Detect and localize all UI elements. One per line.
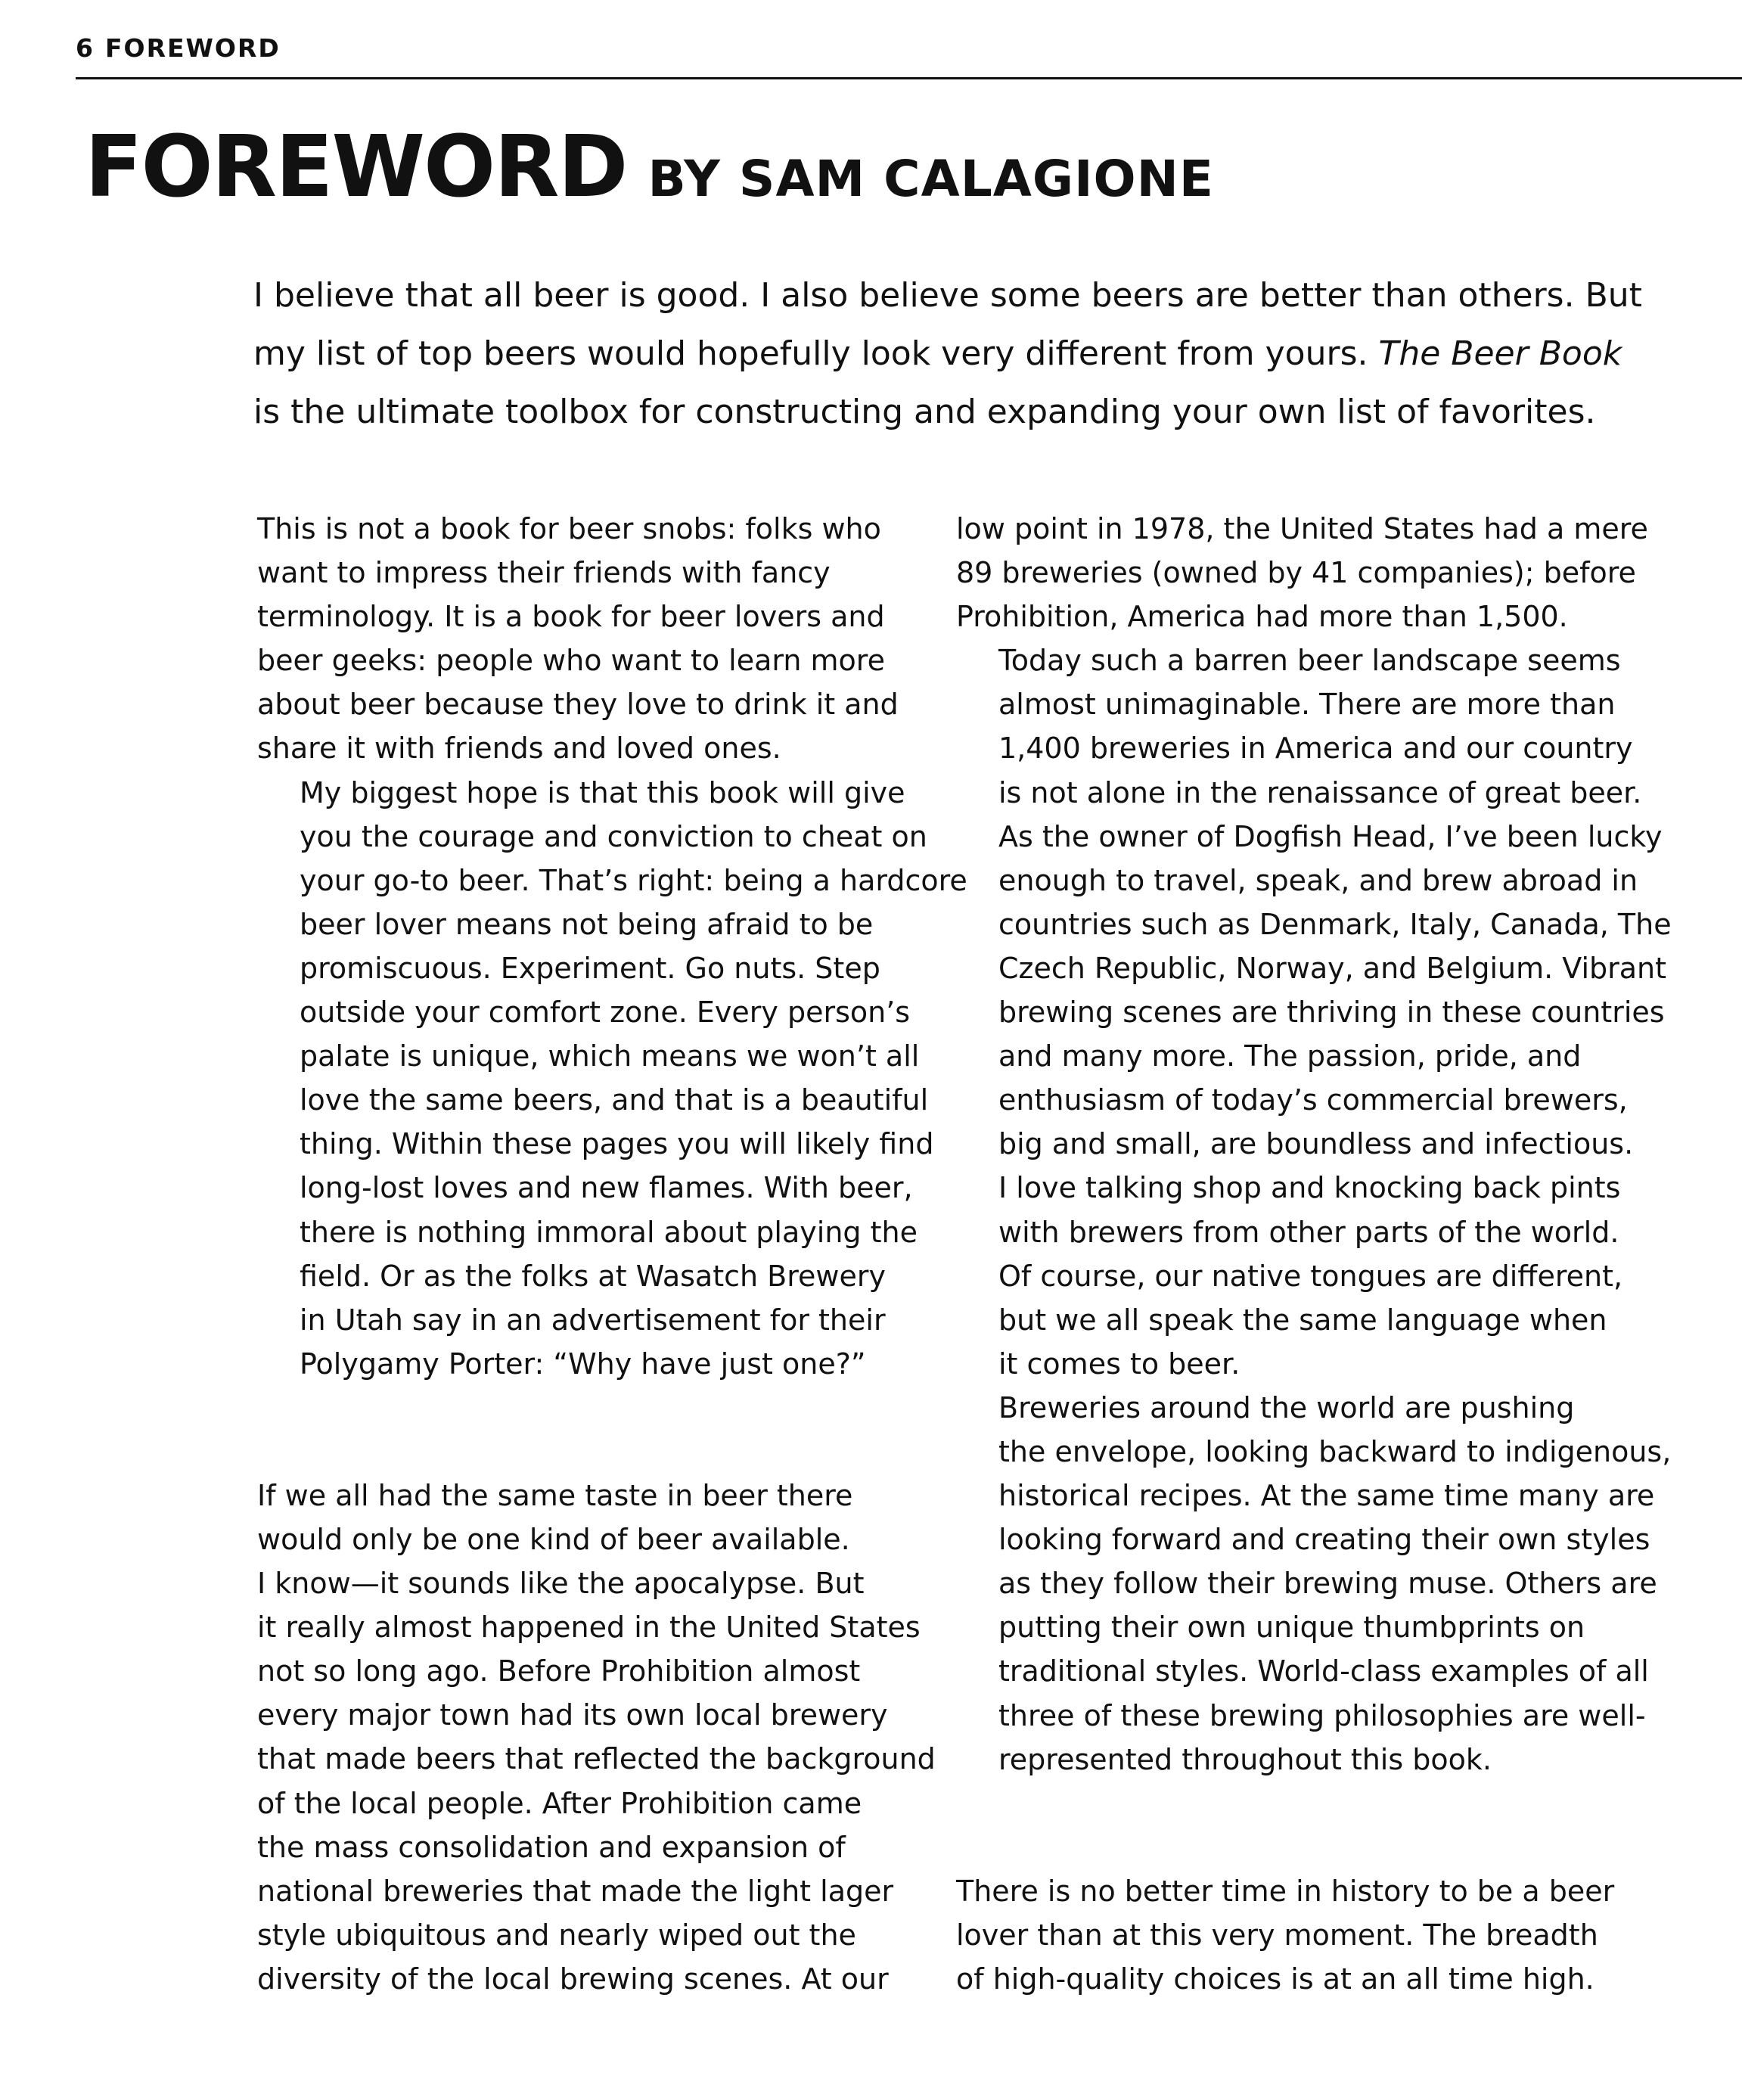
text-line: style ubiquitous and nearly wiped out the [257,1918,856,1952]
text-line: Polygamy Porter: “Why have just one?” [300,1347,866,1381]
paragraph [956,507,1648,638]
text-line: share it with friends and loved ones. [257,732,781,766]
text-line: in Utah say in an advertisement for their [300,1303,886,1337]
text-line: beer geeks: people who want to learn more [257,644,885,678]
text-line: traditional styles. World-class examples of all [998,1654,1649,1688]
text-line: As the owner of Dogfish Head, I’ve been lucky [998,819,1663,853]
text-line: field. Or as the folks at Wasatch Brewery [300,1259,886,1293]
intro-line: I believe that all beer is good. I also believe some beers are better than others. But [253,276,1642,315]
text-line: but we all speak the same language when [998,1303,1607,1337]
text-line: enthusiasm of today’s commercial brewers, [998,1083,1628,1117]
running-head-label: FOREWORD [104,33,281,63]
text-line: national breweries that made the light lager [257,1874,894,1908]
text-line: This is not a book for beer snobs: folks who [257,512,881,545]
intro-paragraph [253,266,1642,441]
text-line: I know—it sounds like the apocalypse. But [257,1567,865,1601]
text-line: want to impress their friends with fancy [257,556,831,590]
text-line: putting their own unique thumbprints on [998,1611,1585,1645]
text-line: Today such a barren beer landscape seems [998,644,1621,678]
paragraph [257,1474,936,2001]
text-line: Breweries around the world are pushing [998,1390,1575,1424]
title-byline: BY SAM CALAGIONE [647,150,1214,208]
paragraph [257,771,967,1386]
text-line: Prohibition, America had more than 1,500. [956,600,1568,634]
text-line: of high-quality choices is at an all time high. [956,1962,1595,1996]
text-line: the mass consolidation and expansion of [257,1830,846,1864]
text-line: beer lover means not being afraid to be [300,907,874,941]
text-line: love the same beers, and that is a beautiful [300,1083,929,1117]
intro-line: is the ultimate toolbox for constructing and expanding your own list of favorites. [253,393,1596,431]
text-line: If we all had the same taste in beer there [257,1478,853,1512]
text-line: not so long ago. Before Prohibition almost [257,1654,861,1688]
text-line: outside your comfort zone. Every person’s [300,996,911,1030]
text-line: historical recipes. At the same time many are [998,1479,1655,1513]
text-line: long-lost loves and new flames. With beer, [300,1171,913,1205]
paragraph [956,1386,1672,1782]
text-line: looking forward and creating their own styles [998,1523,1650,1557]
text-line: of the local people. After Prohibition came [257,1786,862,1820]
text-line: that made beers that reflected the background [257,1742,936,1776]
left-column [257,507,967,2001]
paragraph [956,638,1672,1386]
text-line: would only be one kind of beer available. [257,1522,850,1556]
running-head [76,30,281,67]
paragraph [956,1869,1615,2001]
paragraph [257,507,899,771]
text-line: enough to travel, speak, and brew abroad in [998,863,1638,897]
text-line: the envelope, looking backward to indigenous, [998,1434,1672,1468]
text-line: terminology. It is a book for beer lovers and [257,600,885,634]
text-line: as they follow their brewing muse. Others are [998,1567,1657,1601]
text-line: three of these brewing philosophies are well- [998,1698,1646,1732]
page-title [85,118,1214,216]
text-line: There is no better time in history to be a beer [956,1874,1615,1908]
text-line: low point in 1978, the United States had a mere [956,512,1648,545]
text-line: 1,400 breweries in America and our country [998,732,1633,766]
text-line: Czech Republic, Norway, and Belgium. Vibrant [998,951,1667,985]
text-line: it comes to beer. [998,1347,1241,1381]
text-line: countries such as Denmark, Italy, Canada, The [998,907,1672,941]
text-line: My biggest hope is that this book will give [300,775,905,809]
text-line: and many more. The passion, pride, and [998,1039,1582,1073]
text-line: every major town had its own local brewery [257,1698,888,1732]
intro-line-text: my list of top beers would hopefully look very different from yours. [253,334,1379,373]
intro-line [253,325,1622,383]
text-line: about beer because they love to drink it and [257,688,899,722]
text-line: palate is unique, which means we won’t all [300,1039,920,1073]
text-line: almost unimaginable. There are more than [998,688,1616,722]
text-line: I love talking shop and knocking back pints [998,1171,1621,1205]
text-line: there is nothing immoral about playing the [300,1215,918,1249]
text-line: brewing scenes are thriving in these countries [998,996,1665,1030]
text-line: thing. Within these pages you will likely find [300,1127,934,1161]
text-line: your go-to beer. That’s right: being a hardcore [300,863,967,897]
page-number: 6 [76,33,95,63]
header-rule [76,77,1742,79]
text-line: is not alone in the renaissance of great beer. [998,775,1642,809]
text-line: you the courage and conviction to cheat on [300,819,927,853]
right-column [956,507,1672,2001]
text-line: diversity of the local brewing scenes. At our [257,1962,889,1996]
text-line: lover than at this very moment. The breadth [956,1918,1598,1952]
text-line: big and small, are boundless and infectious. [998,1127,1634,1161]
text-line: represented throughout this book. [998,1742,1492,1776]
text-line: 89 breweries (owned by 41 companies); before [956,556,1636,590]
title-main: FOREWORD [85,118,627,216]
text-line: with brewers from other parts of the world. [998,1215,1619,1249]
book-title: The Beer Book [1378,334,1622,373]
text-line: Of course, our native tongues are different, [998,1259,1623,1293]
text-line: promiscuous. Experiment. Go nuts. Step [300,951,880,985]
text-line: it really almost happened in the United States [257,1611,921,1645]
